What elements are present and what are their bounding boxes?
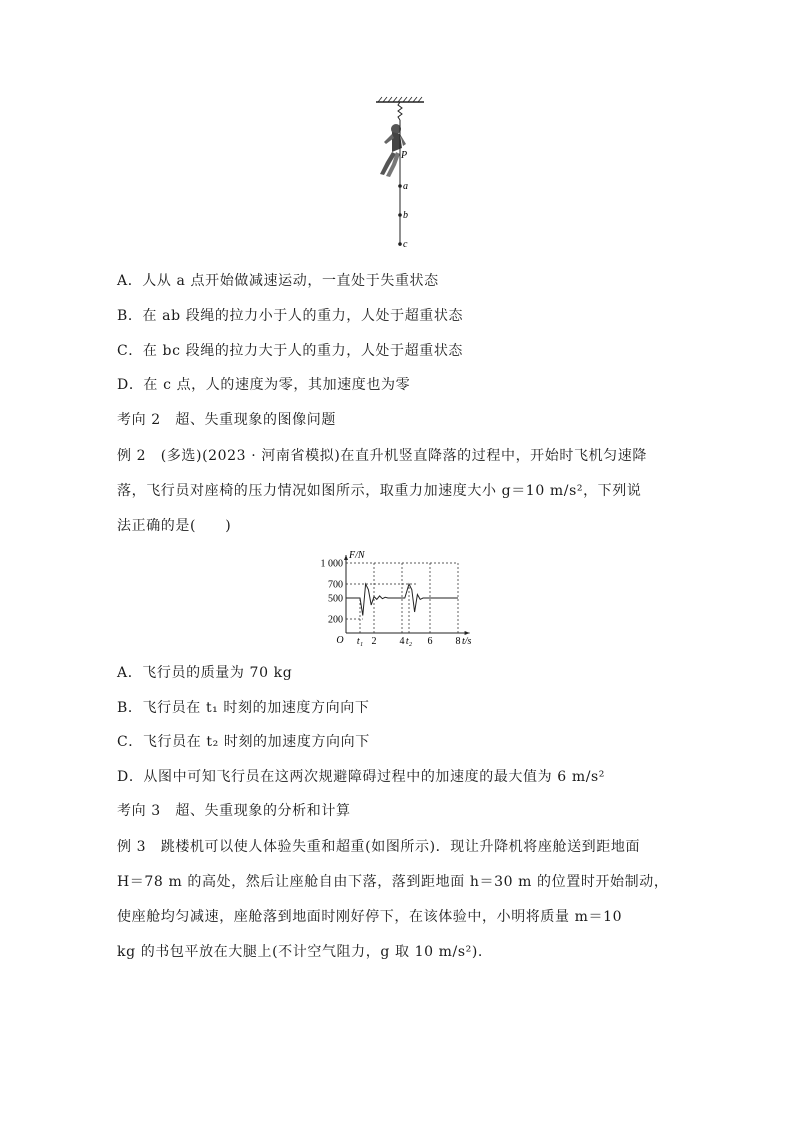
example-3-line4: kg 的书包平放在大腿上(不计空气阻力，g 取 10 m/s²). xyxy=(117,944,483,960)
force-time-chart xyxy=(300,548,500,648)
y-tick-label: 200 xyxy=(328,614,343,626)
label-b: b xyxy=(403,210,408,221)
section-2-title: 考向 2 超、失重现象的图像问题 xyxy=(117,412,336,428)
example-3-line1: 例 3 跳楼机可以使人体验失重和超重(如图所示)．现让升降机将座舱送到距地面 xyxy=(117,839,641,855)
x-tick-label: 2 xyxy=(371,636,377,647)
example-2-line3: 法正确的是( ) xyxy=(117,518,232,534)
q2-option-d: D．从图中可知飞行员在这两次规避障碍过程中的加速度的最大值为 6 m/s² xyxy=(117,769,606,785)
y-tick-label: 1 000 xyxy=(320,558,343,570)
q1-option-d: D．在 c 点，人的速度为零，其加速度也为零 xyxy=(117,377,411,393)
x-tick-label: t₂ xyxy=(405,636,413,647)
q2-option-c: C．飞行员在 t₂ 时刻的加速度方向向下 xyxy=(117,734,370,750)
x-tick-label: 8 xyxy=(455,636,461,647)
section-3-title: 考向 3 超、失重现象的分析和计算 xyxy=(117,803,351,819)
q1-option-b: B．在 ab 段绳的拉力小于人的重力，人处于超重状态 xyxy=(117,308,464,324)
q1-option-c: C．在 bc 段绳的拉力大于人的重力，人处于超重状态 xyxy=(117,343,464,359)
origin-label: O xyxy=(336,635,344,646)
x-tick-label: t₁ xyxy=(356,636,364,647)
example-3-line2: H＝78 m 的高处，然后让座舱自由下落，落到距地面 h＝30 m 的位置时开始制动， xyxy=(117,874,669,890)
y-axis-arrow xyxy=(344,555,348,560)
q2-option-b: B．飞行员在 t₁ 时刻的加速度方向向下 xyxy=(117,700,370,716)
example-2-line1: 例 2 (多选)(2023 · 河南省模拟)在直升机竖直降落的过程中，开始时飞机匀速降 xyxy=(117,448,647,464)
label-p: P xyxy=(401,150,408,161)
y-tick-label: 500 xyxy=(328,593,343,605)
example-2-line2: 落，飞行员对座椅的压力情况如图所示，取重力加速度大小 g＝10 m/s²，下列说 xyxy=(117,483,642,499)
label-a: a xyxy=(403,181,408,192)
x-axis-arrow xyxy=(465,631,470,635)
bungee-figure xyxy=(370,96,430,256)
example-3-line3: 使座舱均匀减速，座舱落到地面时刚好停下，在该体验中，小明将质量 m＝10 xyxy=(117,909,623,925)
q2-option-a: A．飞行员的质量为 70 kg xyxy=(117,665,293,681)
x-axis-label: t/s xyxy=(462,636,472,647)
y-tick-label: 700 xyxy=(328,579,343,591)
x-tick-label: 6 xyxy=(427,636,433,647)
label-c: c xyxy=(403,239,408,250)
x-tick-label: 4 xyxy=(399,636,405,647)
q1-option-a: A．人从 a 点开始做减速运动，一直处于失重状态 xyxy=(117,273,439,289)
y-axis-label: F/N xyxy=(349,550,365,561)
